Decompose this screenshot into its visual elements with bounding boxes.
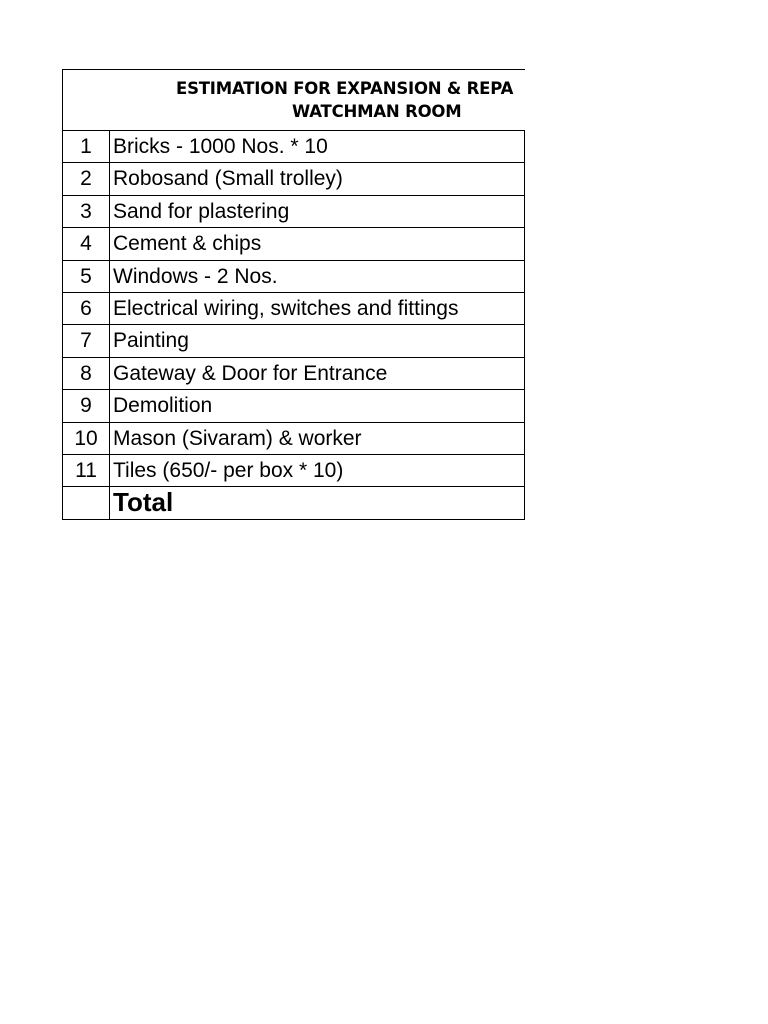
item-description: Robosand (Small trolley): [110, 163, 525, 194]
item-description: Demolition: [110, 390, 525, 421]
table-row: [63, 228, 525, 260]
item-number: 4: [63, 228, 110, 259]
table-header: [63, 70, 525, 131]
item-number: 6: [63, 293, 110, 324]
item-description: Tiles (650/- per box * 10): [110, 455, 525, 486]
estimation-table: [62, 69, 525, 520]
item-number: 1: [63, 131, 110, 162]
table-row: [63, 325, 525, 357]
item-description: Sand for plastering: [110, 196, 525, 227]
item-description: Gateway & Door for Entrance: [110, 358, 525, 389]
table-row: [63, 455, 525, 487]
item-description: Windows - 2 Nos.: [110, 261, 525, 292]
item-number: 8: [63, 358, 110, 389]
item-number: 7: [63, 325, 110, 356]
item-description: Cement & chips: [110, 228, 525, 259]
total-label: Total: [110, 487, 525, 518]
item-number: 9: [63, 390, 110, 421]
table-row: [63, 423, 525, 455]
item-description: Mason (Sivaram) & worker: [110, 423, 525, 454]
table-row: [63, 390, 525, 422]
total-number-cell: [63, 487, 110, 518]
item-description: Bricks - 1000 Nos. * 10: [110, 131, 525, 162]
table-row: [63, 131, 525, 163]
table-row: [63, 358, 525, 390]
item-number: 10: [63, 423, 110, 454]
item-number: 11: [63, 455, 110, 486]
table-row: [63, 196, 525, 228]
table-row: [63, 293, 525, 325]
item-description: Electrical wiring, switches and fittings: [110, 293, 525, 324]
table-row: [63, 163, 525, 195]
item-number: 3: [63, 196, 110, 227]
item-description: Painting: [110, 325, 525, 356]
table-title-line-1: ESTIMATION FOR EXPANSION & REPA: [176, 79, 514, 98]
item-number: 5: [63, 261, 110, 292]
table-title-line-2: WATCHMAN ROOM: [292, 102, 462, 121]
item-number: 2: [63, 163, 110, 194]
total-row: [63, 487, 525, 519]
table-row: [63, 261, 525, 293]
